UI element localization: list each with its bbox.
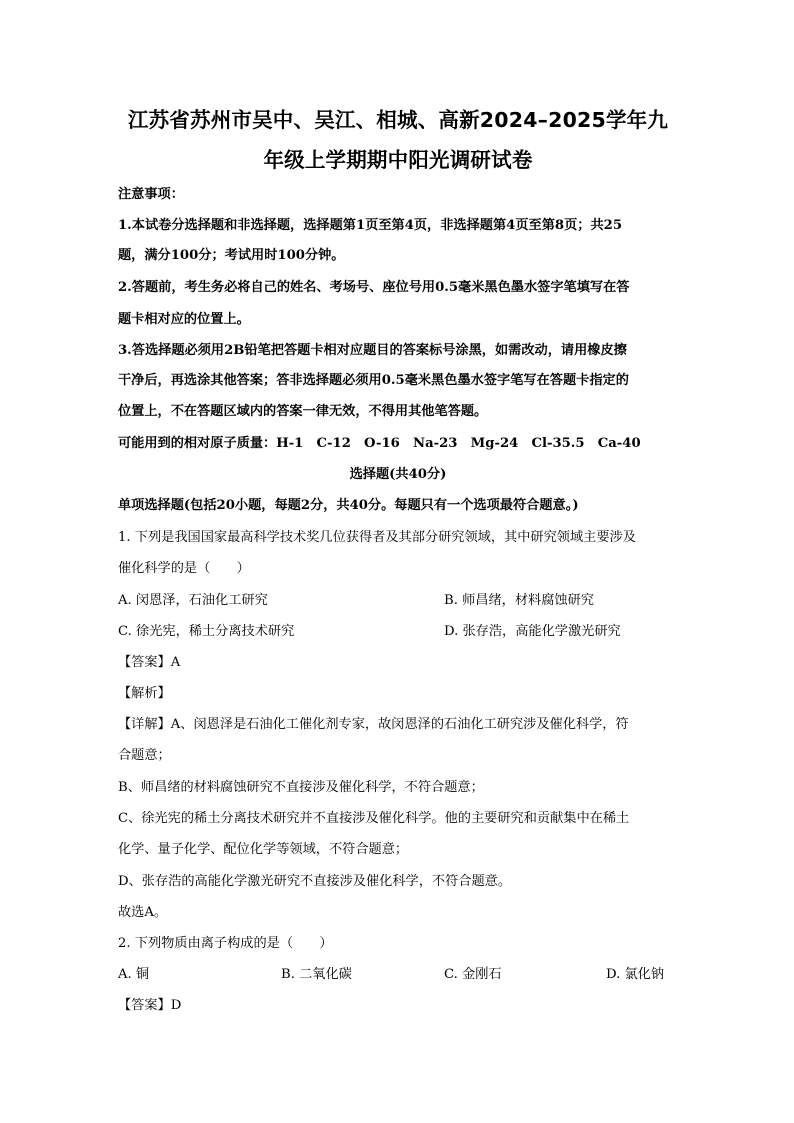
q1-conclusion: 故选A。	[118, 905, 168, 920]
q2-option-b: B. 二氧化碳	[281, 967, 352, 982]
notice-item3-line2: 干净后，再选涂其他答案；答非选择题必须用0.5毫米黑色墨水签字笔写在答题卡指定的	[118, 373, 629, 388]
section-instruction: 单项选择题(包括20小题，每题2分，共40分。每题只有一个选项最符合题意。)	[118, 498, 579, 513]
notice-item3-line3: 位置上，不在答题区域内的答案一律无效，不得用其他笔答题。	[118, 404, 488, 419]
q1-detail-line4: C、徐光宪的稀土分离技术研究并不直接涉及催化科学。他的主要研究和贡献集中在稀土	[118, 811, 630, 826]
q1-detail-line5: 化学、量子化学、配位化学等领域，不符合题意；	[118, 842, 409, 857]
notice-item2-line2: 题卡相对应的位置上。	[118, 312, 250, 327]
q1-option-a: A. 闵恩泽，石油化工研究	[118, 593, 268, 608]
notice-item1-line1: 1.本试卷分选择题和非选择题，选择题第1页至第4页，非选择题第4页至第8页；共25	[118, 218, 623, 233]
q1-detail-line3: B、师昌绪的材料腐蚀研究不直接涉及催化科学，不符合题意；	[118, 780, 484, 795]
exam-title-line1: 江苏省苏州市吴中、吴江、相城、高新2024–2025学年九	[127, 108, 669, 132]
q1-detail-line6: D、张存浩的高能化学激光研究不直接涉及催化科学，不符合题意。	[118, 874, 512, 889]
q1-stem-line2: 催化科学的是（ ）	[118, 561, 250, 576]
q1-option-d: D. 张存浩，高能化学激光研究	[444, 624, 621, 639]
q1-stem-line1: 1. 下列是我国国家最高科学技术奖几位获得者及其部分研究领域，其中研究领域主要涉及	[118, 530, 636, 545]
q2-option-a: A. 铜	[118, 967, 150, 982]
notice-item2-line1: 2.答题前，考生务必将自己的姓名、考场号、座位号用0.5毫米黑色墨水签字笔填写在答	[118, 280, 630, 295]
q1-answer: 【答案】A	[118, 655, 181, 670]
q2-option-d: D. 氯化钠	[606, 967, 665, 982]
notice-item3-line1: 3.答选择题必须用2B铅笔把答题卡相对应题目的答案标号涂黑，如需改动，请用橡皮擦	[118, 343, 627, 358]
q1-detail-line2: 合题意；	[118, 748, 171, 763]
q2-stem: 2. 下列物质由离子构成的是（ ）	[118, 936, 333, 951]
q2-option-c: C. 金刚石	[444, 967, 502, 982]
section-heading: 选择题(共40分)	[349, 467, 447, 482]
atomic-masses: 可能用到的相对原子质量：H-1 C-12 O-16 Na-23 Mg-24 Cl-35.5 Ca-40	[118, 436, 641, 451]
notice-item1-line2: 题，满分100分；考试用时100分钟。	[118, 248, 345, 263]
q1-option-b: B. 师昌绪，材料腐蚀研究	[444, 593, 594, 608]
exam-title-line2: 年级上学期期中阳光调研试卷	[263, 148, 533, 172]
notice-heading: 注意事项：	[118, 187, 184, 202]
q1-analysis-label: 【解析】	[118, 686, 171, 701]
q1-option-c: C. 徐光宪，稀土分离技术研究	[118, 624, 295, 639]
q1-detail-line1: 【详解】A、闵恩泽是石油化工催化剂专家，故闵恩泽的石油化工研究涉及催化科学，符	[118, 717, 629, 732]
q2-answer: 【答案】D	[118, 998, 182, 1013]
